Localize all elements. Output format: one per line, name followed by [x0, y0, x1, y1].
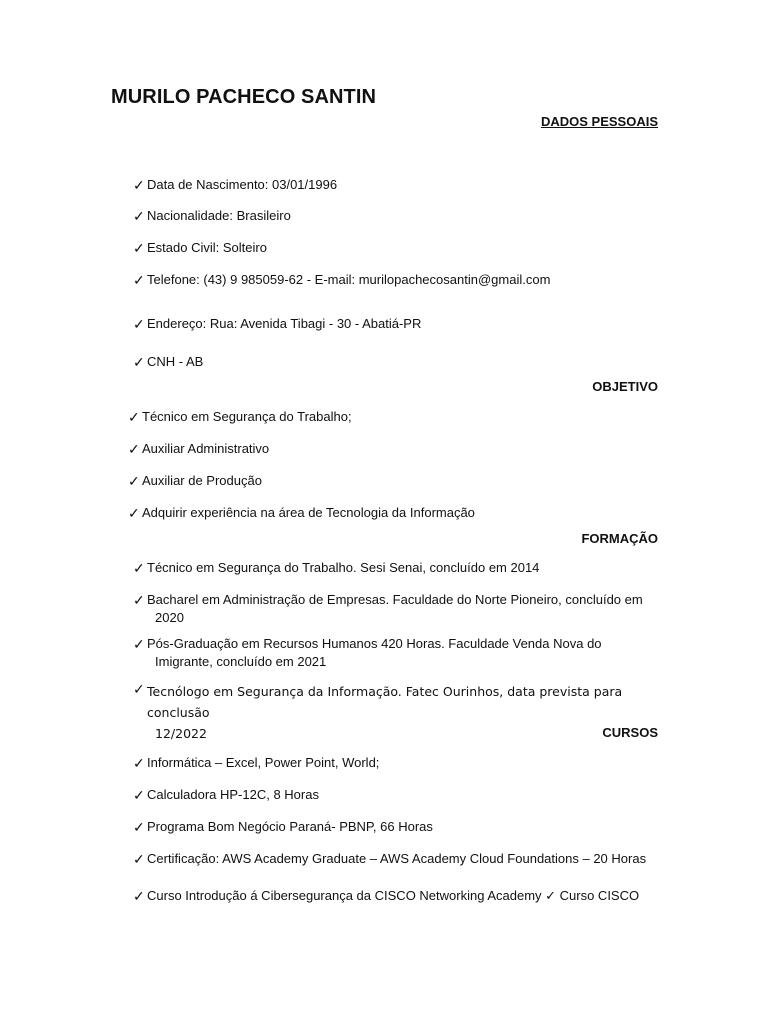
education-item	[147, 591, 653, 627]
list-item	[128, 408, 648, 426]
birth-date: Data de Nascimento: 03/01/1996	[147, 177, 338, 192]
check-icon: ✓	[128, 441, 140, 457]
section-heading-dados-pessoais: DADOS PESSOAIS	[540, 114, 658, 129]
marital-status: Estado Civil: Solteiro	[147, 240, 267, 255]
check-icon: ✓	[128, 505, 140, 521]
education-line-continued: Imigrante, concluído em 2021	[155, 654, 327, 669]
list-item	[133, 818, 653, 836]
check-icon: ✓	[133, 851, 145, 867]
list-item	[133, 591, 653, 627]
check-icon: ✓	[133, 240, 145, 256]
section-heading-cursos: CURSOS	[602, 725, 658, 740]
check-icon: ✓	[133, 787, 145, 803]
section-heading-objetivo: OBJETIVO	[592, 379, 658, 394]
education-line-continued: 12/2022	[155, 726, 207, 741]
contact-info: Telefone: (43) 9 985059-62 - E-mail: murilopachecosantin@gmail.com	[147, 272, 551, 287]
candidate-name: MURILO PACHECO SANTIN	[111, 86, 377, 108]
list-item	[133, 786, 653, 804]
list-item	[133, 887, 663, 905]
check-icon: ✓	[128, 409, 140, 425]
list-item	[128, 440, 648, 458]
list-item	[133, 635, 653, 671]
course-item: Certificação: AWS Academy Graduate – AWS Academy Cloud Foundations – 20 Horas	[147, 851, 647, 866]
list-item	[133, 353, 653, 371]
list-item	[133, 754, 653, 772]
list-item	[128, 504, 648, 522]
education-item	[147, 681, 673, 744]
education-line: Tecnólogo em Segurança da Informação. Fatec Ourinhos, data prevista para conclusão	[147, 684, 623, 720]
check-icon: ✓	[133, 636, 145, 652]
list-item	[133, 559, 653, 577]
list-item	[133, 271, 653, 289]
objective-item: Auxiliar Administrativo	[142, 441, 270, 456]
course-item: Programa Bom Negócio Paraná- PBNP, 66 Horas	[147, 819, 433, 834]
list-item	[133, 176, 653, 194]
check-icon: ✓	[133, 819, 145, 835]
check-icon: ✓	[133, 354, 145, 370]
check-icon: ✓	[133, 755, 145, 771]
list-item	[133, 681, 673, 744]
check-icon: ✓	[133, 560, 145, 576]
list-item	[128, 472, 648, 490]
objective-item: Auxiliar de Produção	[142, 473, 262, 488]
course-item: Curso Introdução á Cibersegurança da CISCO Networking Academy ✓ Curso CISCO	[147, 888, 640, 903]
section-heading-formacao: FORMAÇÃO	[581, 531, 658, 546]
check-icon: ✓	[133, 682, 145, 698]
course-item: Informática – Excel, Power Point, World;	[147, 755, 380, 770]
list-item	[133, 315, 653, 333]
objective-item: Técnico em Segurança do Trabalho;	[142, 409, 352, 424]
address: Endereço: Rua: Avenida Tibagi - 30 - Abatiá-PR	[147, 316, 422, 331]
check-icon: ✓	[133, 208, 145, 224]
check-icon: ✓	[133, 888, 145, 904]
list-item	[133, 239, 653, 257]
driver-license: CNH - AB	[147, 354, 204, 369]
education-item: Técnico em Segurança do Trabalho. Sesi Senai, concluído em 2014	[147, 560, 540, 575]
list-item	[133, 850, 663, 868]
check-icon: ✓	[133, 177, 145, 193]
education-line-continued: 2020	[155, 610, 184, 625]
nationality: Nacionalidade: Brasileiro	[147, 208, 291, 223]
education-line: Pós-Graduação em Recursos Humanos 420 Horas. Faculdade Venda Nova do	[147, 636, 602, 651]
objective-item: Adquirir experiência na área de Tecnologia da Informação	[142, 505, 475, 520]
check-icon: ✓	[133, 272, 145, 288]
check-icon: ✓	[128, 473, 140, 489]
education-line: Bacharel em Administração de Empresas. Faculdade do Norte Pioneiro, concluído em	[147, 592, 643, 607]
check-icon: ✓	[133, 316, 145, 332]
check-icon: ✓	[133, 592, 145, 608]
list-item	[133, 207, 653, 225]
education-item	[147, 635, 653, 671]
course-item: Calculadora HP-12C, 8 Horas	[147, 787, 319, 802]
